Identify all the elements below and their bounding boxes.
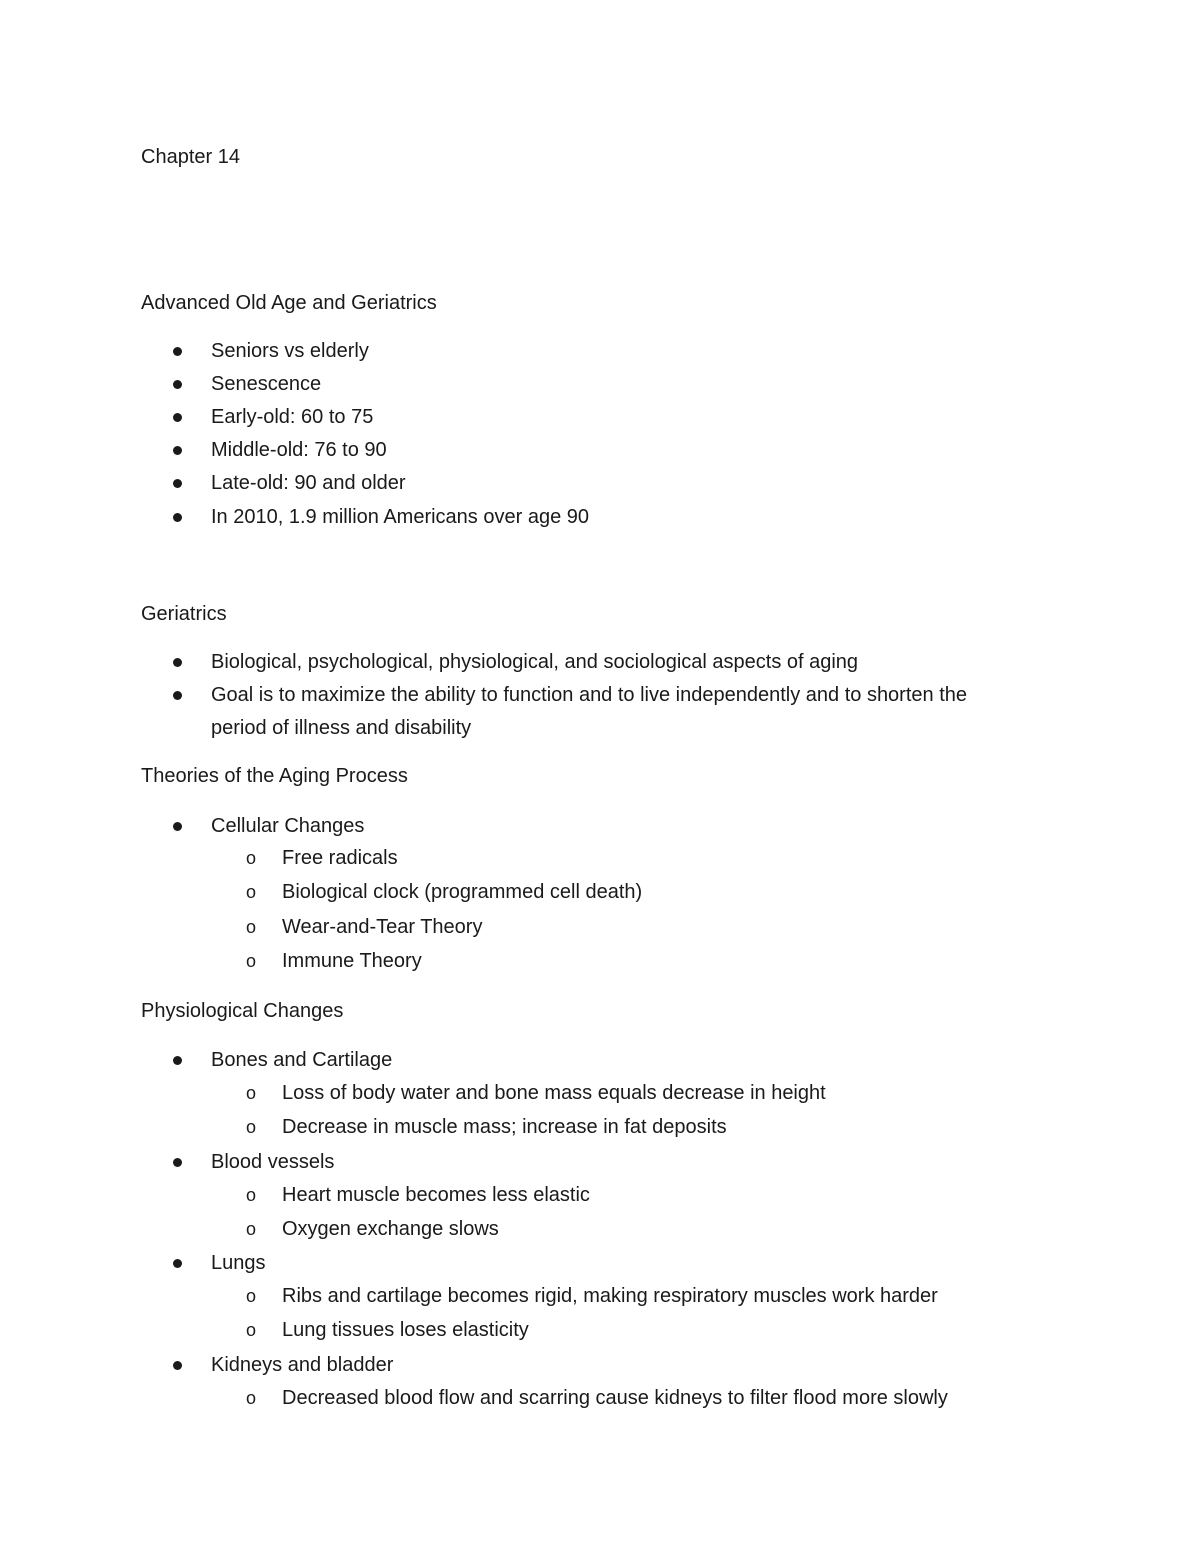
list-item: In 2010, 1.9 million Americans over age 90 bbox=[211, 505, 589, 529]
circle-bullet-icon: o bbox=[246, 1286, 257, 1306]
circle-bullet-icon: o bbox=[246, 848, 257, 868]
list-item: Blood vessels bbox=[211, 1150, 334, 1174]
bullet-icon bbox=[173, 691, 182, 700]
list-item: Biological, psychological, physiological, and sociological aspects of aging bbox=[211, 650, 858, 674]
list-item: Cellular Changes bbox=[211, 814, 364, 838]
bullet-icon bbox=[173, 1158, 182, 1167]
sub-list-item: o Oxygen exchange slows bbox=[246, 1218, 499, 1240]
list-item: Goal is to maximize the ability to function and to live independently and to shorten the bbox=[211, 683, 967, 707]
list-item: Bones and Cartilage bbox=[211, 1048, 392, 1072]
section-heading-geriatrics: Geriatrics bbox=[141, 603, 227, 625]
list-item: Early-old: 60 to 75 bbox=[211, 405, 373, 429]
list-item: Late-old: 90 and older bbox=[211, 471, 406, 495]
section-heading-theories-of-aging: Theories of the Aging Process bbox=[141, 765, 408, 787]
list-item: Lungs bbox=[211, 1251, 266, 1275]
sub-list-item: o Biological clock (programmed cell death) bbox=[246, 881, 643, 903]
circle-bullet-icon: o bbox=[246, 1320, 257, 1340]
bullet-icon bbox=[173, 1361, 182, 1370]
circle-bullet-icon: o bbox=[246, 951, 257, 971]
bullet-icon bbox=[173, 658, 182, 667]
sub-list-item: o Free radicals bbox=[246, 847, 398, 869]
sub-list-item: o Decrease in muscle mass; increase in fat deposits bbox=[246, 1116, 727, 1138]
bullet-icon bbox=[173, 479, 182, 488]
bullet-icon bbox=[173, 347, 182, 356]
bullet-icon bbox=[173, 513, 182, 522]
sub-list-item: o Lung tissues loses elasticity bbox=[246, 1319, 529, 1341]
sub-list-item: o Wear-and-Tear Theory bbox=[246, 916, 483, 938]
bullet-icon bbox=[173, 413, 182, 422]
bullet-icon bbox=[173, 822, 182, 831]
circle-bullet-icon: o bbox=[246, 882, 257, 902]
circle-bullet-icon: o bbox=[246, 1219, 257, 1239]
circle-bullet-icon: o bbox=[246, 1185, 257, 1205]
sub-list-item: o Ribs and cartilage becomes rigid, making respiratory muscles work harder bbox=[246, 1285, 938, 1307]
bullet-icon bbox=[173, 446, 182, 455]
list-item: Senescence bbox=[211, 372, 321, 396]
list-item: Kidneys and bladder bbox=[211, 1353, 393, 1377]
chapter-title: Chapter 14 bbox=[141, 146, 240, 168]
list-item-continuation: period of illness and disability bbox=[211, 717, 472, 739]
bullet-icon bbox=[173, 1259, 182, 1268]
list-item: Middle-old: 76 to 90 bbox=[211, 438, 387, 462]
circle-bullet-icon: o bbox=[246, 1117, 257, 1137]
section-heading-physiological-changes: Physiological Changes bbox=[141, 1000, 344, 1022]
bullet-icon bbox=[173, 380, 182, 389]
sub-list-item: o Heart muscle becomes less elastic bbox=[246, 1184, 590, 1206]
sub-list-item: o Immune Theory bbox=[246, 950, 422, 972]
bullet-icon bbox=[173, 1056, 182, 1065]
circle-bullet-icon: o bbox=[246, 1083, 257, 1103]
section-heading-advanced-old-age: Advanced Old Age and Geriatrics bbox=[141, 292, 437, 314]
sub-list-item: o Loss of body water and bone mass equals decrease in height bbox=[246, 1082, 826, 1104]
circle-bullet-icon: o bbox=[246, 1388, 257, 1408]
circle-bullet-icon: o bbox=[246, 917, 257, 937]
list-item: Seniors vs elderly bbox=[211, 339, 369, 363]
sub-list-item: o Decreased blood flow and scarring cause kidneys to filter flood more slowly bbox=[246, 1387, 948, 1409]
